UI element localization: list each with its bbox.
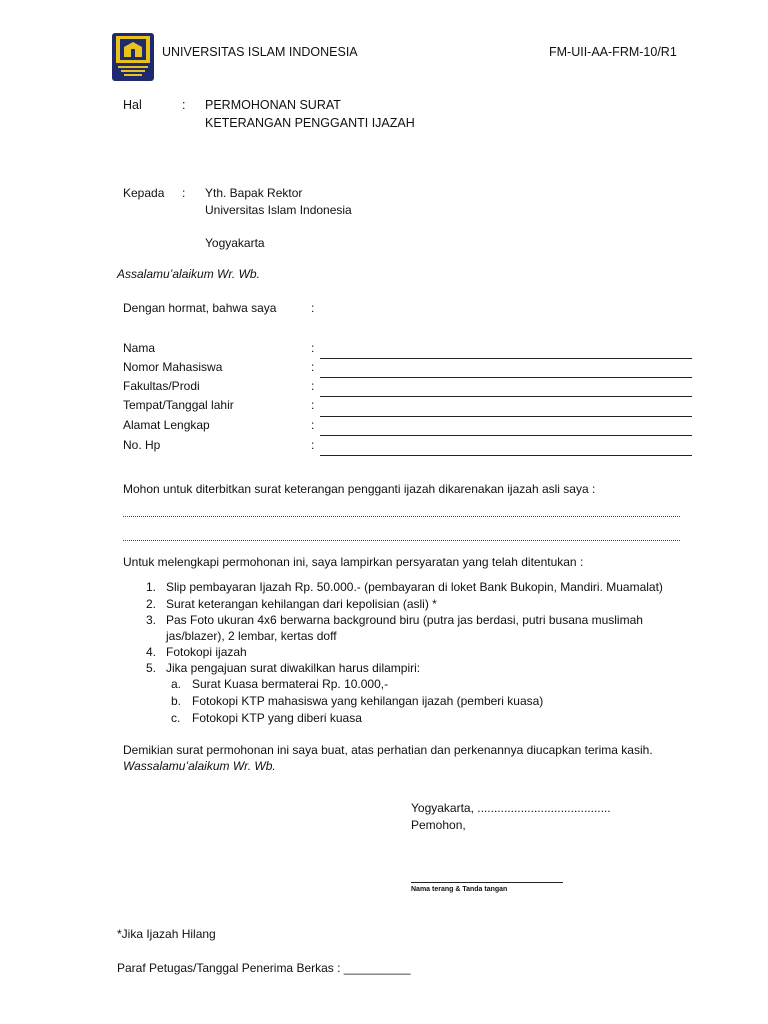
subject-label: Hal xyxy=(123,98,142,112)
list-item-text: Fotokopi ijazah xyxy=(166,645,247,659)
officer-receipt: Paraf Petugas/Tanggal Penerima Berkas : __________ xyxy=(117,961,411,975)
signature-role: Pemohon, xyxy=(411,818,466,832)
list-item-number: 3. xyxy=(146,613,157,627)
subject-colon: : xyxy=(182,98,186,112)
signature-caption: Nama terang & Tanda tangan xyxy=(411,886,508,893)
list-item-number: 5. xyxy=(146,661,157,675)
sub-list-item-text: Surat Kuasa bermaterai Rp. 10.000,- xyxy=(192,677,389,691)
field-label-no-hp: No. Hp xyxy=(123,438,161,452)
sub-list-item-letter: b. xyxy=(171,694,182,708)
sub-list-item-letter: a. xyxy=(171,677,182,691)
sub-list-item-letter: c. xyxy=(171,711,181,725)
field-colon: : xyxy=(311,379,315,393)
recipient-label: Kepada xyxy=(123,186,165,200)
field-label-tempat-tanggal-lahir: Tempat/Tanggal lahir xyxy=(123,398,234,412)
field-colon: : xyxy=(311,341,315,355)
closing-greeting: Wassalamu’alaikum Wr. Wb. xyxy=(123,759,276,773)
intro-text: Dengan hormat, bahwa saya xyxy=(123,301,277,315)
no-hp-input-line[interactable] xyxy=(320,455,692,456)
list-item-text: Surat keterangan kehilangan dari kepolisian (asli) * xyxy=(166,597,437,611)
reason-text: Mohon untuk diterbitkan surat keterangan pengganti ijazah dikarenakan ijazah asli saya : xyxy=(123,482,596,496)
field-label-fakultas-prodi: Fakultas/Prodi xyxy=(123,379,200,393)
list-item-number: 1. xyxy=(146,580,157,594)
uii-seal-icon xyxy=(112,33,154,81)
subject-line-2: KETERANGAN PENGGANTI IJAZAH xyxy=(205,116,415,130)
list-item-number: 2. xyxy=(146,597,157,611)
tempat-tanggal-lahir-input-line[interactable] xyxy=(320,416,692,417)
reason-dotted-line-1[interactable] xyxy=(123,516,680,517)
footnote: *Jika Ijazah Hilang xyxy=(117,927,216,941)
field-colon: : xyxy=(311,438,315,452)
list-item-text-continued: jas/blazer), 2 lembar, kertas doff xyxy=(166,629,337,643)
list-item-text: Pas Foto ukuran 4x6 berwarna background biru (putra jas berdasi, putri busana muslimah xyxy=(166,613,643,627)
closing-text: Demikian surat permohonan ini saya buat, atas perhatian dan perkenannya diucapkan terima kasih. xyxy=(123,743,653,757)
subject-line-1: PERMOHONAN SURAT xyxy=(205,98,341,112)
recipient-line-1: Yth. Bapak Rektor xyxy=(205,186,303,200)
field-label-nama: Nama xyxy=(123,341,156,355)
field-label-alamat-lengkap: Alamat Lengkap xyxy=(123,418,210,432)
university-name: UNIVERSITAS ISLAM INDONESIA xyxy=(162,45,358,59)
nomor-mahasiswa-input-line[interactable] xyxy=(320,377,692,378)
field-colon: : xyxy=(311,398,315,412)
list-item-text: Slip pembayaran Ijazah Rp. 50.000.- (pembayaran di loket Bank Bukopin, Mandiri. Muamalat) xyxy=(166,580,663,594)
nama-input-line[interactable] xyxy=(320,358,692,359)
list-item-text: Jika pengajuan surat diwakilkan harus dilampiri: xyxy=(166,661,421,675)
signature-line[interactable] xyxy=(411,882,563,883)
greeting: Assalamu’alaikum Wr. Wb. xyxy=(117,267,260,281)
recipient-colon: : xyxy=(182,186,186,200)
recipient-city: Yogyakarta xyxy=(205,236,265,250)
fakultas-prodi-input-line[interactable] xyxy=(320,396,692,397)
field-label-nomor-mahasiswa: Nomor Mahasiswa xyxy=(123,360,223,374)
field-colon: : xyxy=(311,360,315,374)
sub-list-item-text: Fotokopi KTP yang diberi kuasa xyxy=(192,711,362,725)
reason-dotted-line-2[interactable] xyxy=(123,540,680,541)
signature-place-date: Yogyakarta, ........................................ xyxy=(411,801,611,815)
list-item-number: 4. xyxy=(146,645,157,659)
sub-list-item-text: Fotokopi KTP mahasiswa yang kehilangan ijazah (pemberi kuasa) xyxy=(192,694,544,708)
form-code: FM-UII-AA-FRM-10/R1 xyxy=(549,45,677,59)
alamat-lengkap-input-line[interactable] xyxy=(320,435,692,436)
recipient-line-2: Universitas Islam Indonesia xyxy=(205,203,352,217)
field-colon: : xyxy=(311,418,315,432)
requirements-intro: Untuk melengkapi permohonan ini, saya lampirkan persyaratan yang telah ditentukan : xyxy=(123,555,584,569)
intro-colon: : xyxy=(311,301,315,315)
